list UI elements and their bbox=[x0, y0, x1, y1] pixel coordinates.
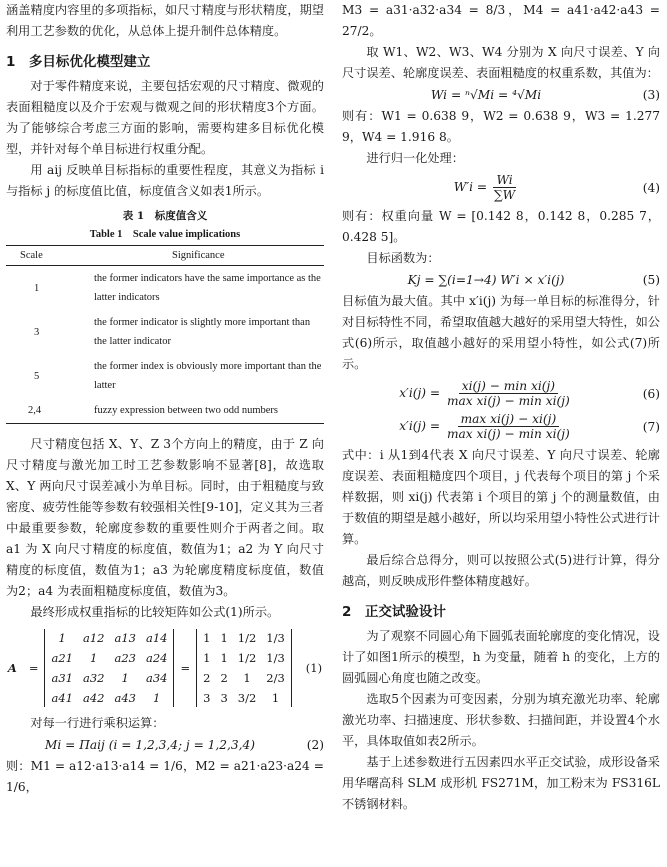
numerator: max xi(j) − xi(j) bbox=[458, 412, 560, 427]
paragraph: 用 aij 反映单目标指标的重要性程度，其意义为指标 i 与指标 j 的标度值比值，标度值含义如表1所示。 bbox=[6, 163, 324, 198]
scale-table bbox=[6, 245, 324, 424]
equation-number: (5) bbox=[642, 273, 660, 287]
paragraph: 则：M1 = a12·a13·a14 = 1/6，M2 = a21·a23·a24 = 1/6， bbox=[6, 759, 324, 794]
table-row bbox=[6, 398, 324, 424]
denominator: max xi(j) − min xi(j) bbox=[446, 427, 570, 441]
paragraph: 则有：W1 = 0.638 9，W2 = 0.638 9，W3 = 1.277 9，W4 = 1.916 8。 bbox=[342, 109, 660, 144]
matrix-cell: 2 bbox=[220, 671, 228, 685]
equation-number: (1) bbox=[305, 661, 323, 675]
matrix-cell: 1/3 bbox=[266, 631, 285, 645]
section-heading-1: 1 多目标优化模型建立 bbox=[6, 54, 151, 70]
matrix-cell: 1 bbox=[58, 631, 66, 645]
matrix-cell: 1 bbox=[203, 651, 211, 665]
matrix-label: A bbox=[7, 661, 17, 675]
paragraph: 对于零件精度来说，主要包括宏观的尺寸精度、微观的表面粗糙度以及介于宏观与微观之间的形状精度3个方面。为了能够综合考虑三方面的影响，需要构建多目标优化模型，并针对每个单目标进行权重分配。 bbox=[6, 79, 324, 156]
fraction bbox=[491, 173, 518, 202]
table-cell: 2,4 bbox=[6, 398, 92, 424]
matrix-cell: 1 bbox=[243, 671, 251, 685]
paragraph: 尺寸精度包括 X、Y、Z 3个方向上的精度，由于 Z 向尺寸精度与激光加工时工艺参数影响不显著[8]，故选取 X、Y 两向尺寸误差减小为单目标。同时，由于粗糙度与致密度、疲劳性能等参数有较强相关性[9-10]，定义其为三者中最重要参数，轮廓度参数的重要性则介于两者之间。取 a1 为 X 向尺寸精度的标度值，数值为1；a2 为 Y 向尺寸精度的标度值，数值为1；a3 为轮廓度精度标度值，数值为2；a4 为表面粗糙度标度值，数值为3。 bbox=[6, 437, 324, 598]
equation-number: (2) bbox=[306, 738, 324, 752]
denominator: max xi(j) − min xi(j) bbox=[446, 394, 570, 408]
paragraph: 式中：i 从1到4代表 X 向尺寸误差、Y 向尺寸误差、轮廓度误差、表面粗糙度四个项目，j 代表每个项目的第 j 个采样数据，则 xi(j) 代表第 i 个项目的第 j 个的测量数值，由于数值的期望是越小越好，所以均采用望小特性公式进行计算。 bbox=[342, 448, 660, 546]
intro-paragraph: 涵盖精度内容里的多项指标，如尺寸精度与形状精度，期望利用工艺参数的优化，从总体上提升制件总体精度。 bbox=[6, 3, 324, 38]
matrix-cell: 1 bbox=[220, 631, 228, 645]
equation-5 bbox=[342, 273, 660, 287]
table-row bbox=[6, 266, 324, 311]
matrix-cell: a42 bbox=[82, 691, 105, 705]
paragraph: 取 W1、W2、W3、W4 分别为 X 向尺寸误差、Y 向尺寸误差、轮廓度误差、表面粗糙度的权重系数，其值为： bbox=[342, 45, 660, 80]
section-heading-2: 2 正交试验设计 bbox=[342, 604, 446, 620]
matrix-cell: a13 bbox=[114, 631, 136, 645]
matrix-cell: a14 bbox=[145, 631, 168, 645]
equation-6 bbox=[342, 379, 660, 408]
table-row bbox=[6, 354, 324, 398]
numeric-matrix bbox=[196, 629, 292, 707]
matrix-cell: a43 bbox=[114, 691, 136, 705]
equation-number: (7) bbox=[642, 419, 660, 434]
matrix-cell: 1 bbox=[153, 691, 161, 705]
matrix-cell: 1 bbox=[90, 651, 98, 665]
paragraph: 进行归一化处理： bbox=[366, 151, 464, 165]
comparison-matrix: A = 1 a12 a13 a14 a21 1 a23 a24 a31 a32 1 a34 a41 a42 a43 1 = 1 1 1/2 1/3 1 1 1/2 1/3 2 2 1 2/3 3 3 3/2 1 (1) bbox=[7, 631, 323, 705]
matrix-cell: 3 bbox=[220, 691, 228, 705]
matrix-cell: a24 bbox=[145, 651, 168, 665]
symbolic-matrix bbox=[44, 629, 174, 707]
left-column bbox=[6, 0, 324, 798]
equation-2 bbox=[6, 738, 324, 752]
equation-body: Wi = ⁿ√Mi = ⁴√Mi bbox=[430, 88, 542, 102]
paragraph: M3 = a31·a32·a34 = 8/3，M4 = a41·a42·a43 = 27/2。 bbox=[342, 3, 660, 38]
matrix-cell: 1 bbox=[220, 651, 228, 665]
paragraph: 基于上述参数进行五因素四水平正交试验，成形设备采用华曙高科 SLM 成形机 FS271M，加工粉末为 FS316L 不锈钢材料。 bbox=[342, 755, 660, 811]
matrix-cell: 1/3 bbox=[266, 651, 285, 665]
matrix-cell: a32 bbox=[82, 671, 105, 685]
paragraph: 目标函数为： bbox=[366, 251, 440, 265]
paragraph: 选取5个因素为可变因素，分别为填充激光功率、轮廓激光功率、扫描速度、形状参数、扫描间距，并设置4个水平，具体取值如表2所示。 bbox=[342, 692, 660, 748]
matrix-cell: a21 bbox=[51, 651, 73, 665]
matrix-cell: 1/2 bbox=[237, 651, 257, 665]
matrix-cell: 1/2 bbox=[237, 631, 257, 645]
table-cell: fuzzy expression between two odd numbers bbox=[92, 398, 324, 424]
equation-body: Kj = ∑(i=1→4) W′i × x′i(j) bbox=[407, 273, 565, 287]
table-cell: 5 bbox=[34, 370, 40, 382]
paragraph: 最终形成权重指标的比较矩阵如公式(1)所示。 bbox=[30, 605, 280, 619]
table-header: Scale bbox=[6, 246, 92, 266]
table-cell: 3 bbox=[34, 326, 40, 338]
equation-number: (3) bbox=[642, 88, 660, 102]
matrix-cell: 2 bbox=[203, 671, 211, 685]
table-caption-cn: 表 1 标度值含义 bbox=[122, 210, 208, 222]
table-caption-en: Table 1 Scale value implications bbox=[89, 229, 241, 240]
right-column bbox=[342, 0, 660, 815]
matrix-cell: a12 bbox=[82, 631, 105, 645]
table-cell: the former indicator is slightly more important than the latter indicator bbox=[94, 317, 311, 347]
matrix-cell: a34 bbox=[145, 671, 168, 685]
matrix-cell: a31 bbox=[51, 671, 73, 685]
paragraph: 则有：权重向量 W = [0.142 8，0.142 8，0.285 7，0.428 5]。 bbox=[342, 209, 660, 244]
equation-4 bbox=[342, 173, 660, 202]
table-cell: 1 bbox=[34, 282, 40, 294]
numerator: Wi bbox=[493, 173, 515, 188]
table-cell: the former indicators have the same importance as the latter indicators bbox=[94, 273, 321, 303]
paragraph: 最后综合总得分，则可以按照公式(5)进行计算，得分越高，则反映成形件整体精度越好。 bbox=[342, 553, 660, 588]
matrix-cell: 1 bbox=[203, 631, 211, 645]
fraction bbox=[444, 412, 573, 441]
equation-7 bbox=[342, 412, 660, 441]
matrix-cell: 1 bbox=[271, 691, 280, 705]
matrix-cell: a41 bbox=[51, 691, 73, 705]
paragraph: 为了观察不同圆心角下圆弧表面轮廓度的变化情况，设计了如图1所示的模型，h 为变量，随着 h 的变化，上方的圆弧圆心角度也随之改变。 bbox=[342, 629, 660, 685]
equation-lhs: x′i(j) = bbox=[399, 419, 441, 433]
fraction bbox=[444, 379, 573, 408]
equation-number: (6) bbox=[642, 386, 660, 401]
paragraph: 目标值为最大值。其中 x′i(j) 为每一单目标的标准得分，针对目标特性不同，希望取值越大越好的采用望大特性，如公式(6)所示，取值越小越好的采用望小特性，如公式(7)所示。 bbox=[342, 294, 660, 371]
matrix-cell: 2/3 bbox=[266, 671, 285, 685]
matrix-cell: 3 bbox=[203, 691, 211, 705]
equation-lhs: W′i = bbox=[453, 180, 488, 194]
numerator: xi(j) − min xi(j) bbox=[459, 379, 558, 394]
equation-3 bbox=[342, 88, 660, 102]
equation-number: (4) bbox=[642, 180, 660, 195]
paragraph: 对每一行进行乘积运算： bbox=[30, 716, 165, 730]
table-header: Significance bbox=[92, 246, 324, 266]
matrix-cell: 3/2 bbox=[237, 691, 257, 705]
matrix-cell: a23 bbox=[114, 651, 136, 665]
matrix-cell: 1 bbox=[121, 671, 129, 685]
denominator: ∑W bbox=[493, 188, 516, 202]
table-row bbox=[6, 310, 324, 354]
equation-body: Mi = Πaij (i = 1,2,3,4; j = 1,2,3,4) bbox=[44, 738, 256, 752]
table-cell: the former index is obviously more important than the latter bbox=[94, 361, 322, 391]
equation-lhs: x′i(j) = bbox=[399, 386, 441, 400]
